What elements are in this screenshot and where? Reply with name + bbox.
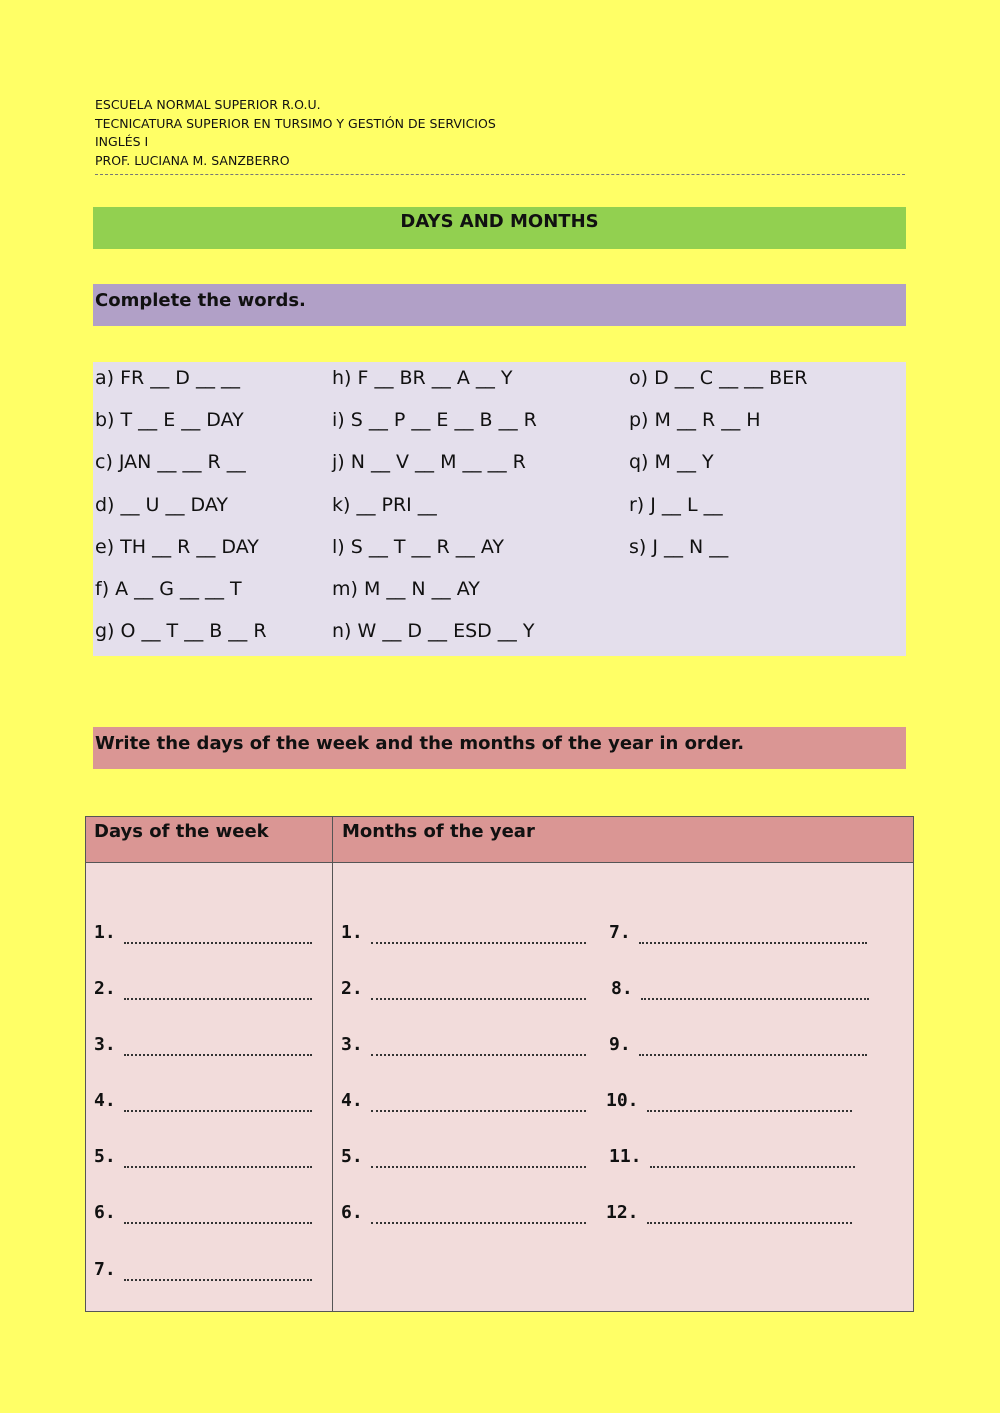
- school-header: [95, 96, 905, 175]
- line-number: 3.: [341, 1034, 363, 1055]
- header-line-program: TECNICATURA SUPERIOR EN TURSIMO Y GESTIÓN DE SERVICIOS: [95, 115, 496, 131]
- line-number: 2.: [94, 978, 116, 999]
- line-number: 8.: [611, 978, 633, 999]
- complete-words-box: [93, 362, 906, 656]
- dotted-blank[interactable]: [371, 928, 586, 944]
- word-item[interactable]: b) T __ E __ DAY: [95, 409, 244, 432]
- month-answer-line[interactable]: [341, 978, 586, 1000]
- month-answer-line[interactable]: [341, 1146, 586, 1168]
- word-item[interactable]: e) TH __ R __ DAY: [95, 535, 259, 558]
- column-divider: [332, 817, 333, 1311]
- word-item[interactable]: f) A __ G __ __ T: [95, 577, 242, 600]
- line-number: 7.: [94, 1259, 116, 1280]
- word-item[interactable]: l) S __ T __ R __ AY: [332, 535, 504, 558]
- word-item[interactable]: p) M __ R __ H: [629, 409, 761, 432]
- line-number: 1.: [341, 922, 363, 943]
- line-number: 6.: [94, 1202, 116, 1223]
- line-number: 6.: [341, 1202, 363, 1223]
- dotted-blank[interactable]: [124, 1208, 312, 1224]
- header-line-school: ESCUELA NORMAL SUPERIOR R.O.U.: [95, 97, 321, 112]
- word-item[interactable]: d) __ U __ DAY: [95, 493, 228, 516]
- word-item[interactable]: n) W __ D __ ESD __ Y: [332, 620, 535, 643]
- word-item[interactable]: h) F __ BR __ A __ Y: [332, 367, 513, 389]
- word-item[interactable]: m) M __ N __ AY: [332, 577, 480, 600]
- dotted-blank[interactable]: [371, 1208, 586, 1224]
- line-number: 7.: [609, 922, 631, 943]
- words-column-2: [332, 364, 537, 659]
- word-item[interactable]: a) FR __ D __ __: [95, 367, 241, 389]
- line-number: 1.: [94, 922, 116, 943]
- dotted-blank[interactable]: [641, 984, 869, 1000]
- month-answer-line[interactable]: [606, 1090, 852, 1112]
- line-number: 5.: [341, 1146, 363, 1167]
- task1-instruction: Complete the words.: [93, 284, 906, 326]
- month-answer-line[interactable]: [606, 1202, 852, 1224]
- word-item[interactable]: c) JAN __ __ R __: [95, 451, 246, 474]
- word-item[interactable]: q) M __ Y: [629, 451, 714, 474]
- dotted-blank[interactable]: [124, 1096, 312, 1112]
- day-answer-line[interactable]: [94, 978, 312, 1000]
- line-number: 12.: [606, 1202, 639, 1223]
- table-header: [86, 817, 913, 863]
- dotted-blank[interactable]: [371, 1040, 586, 1056]
- dotted-blank[interactable]: [124, 928, 312, 944]
- month-answer-line[interactable]: [341, 922, 586, 944]
- line-number: 5.: [94, 1146, 116, 1167]
- header-line-teacher: PROF. LUCIANA M. SANZBERRO: [95, 152, 290, 168]
- month-answer-line[interactable]: [609, 1146, 855, 1168]
- day-answer-line[interactable]: [94, 1202, 312, 1224]
- dotted-blank[interactable]: [650, 1152, 855, 1168]
- word-item[interactable]: o) D __ C __ __ BER: [629, 367, 808, 389]
- dotted-blank[interactable]: [124, 984, 312, 1000]
- months-column-header: Months of the year: [342, 821, 535, 842]
- month-answer-line[interactable]: [609, 922, 867, 944]
- days-column-header: Days of the week: [94, 821, 269, 842]
- dotted-blank[interactable]: [124, 1265, 312, 1281]
- line-number: 4.: [341, 1090, 363, 1111]
- day-answer-line[interactable]: [94, 1034, 312, 1056]
- dotted-blank[interactable]: [639, 1040, 867, 1056]
- order-table: [85, 816, 914, 1312]
- day-answer-line[interactable]: [94, 922, 312, 944]
- dotted-blank[interactable]: [647, 1208, 852, 1224]
- month-answer-line[interactable]: [609, 1034, 867, 1056]
- day-answer-line[interactable]: [94, 1090, 312, 1112]
- dotted-blank[interactable]: [371, 984, 586, 1000]
- line-number: 10.: [606, 1090, 639, 1111]
- dotted-blank[interactable]: [124, 1040, 312, 1056]
- month-answer-line[interactable]: [341, 1202, 586, 1224]
- words-column-3: [629, 364, 807, 575]
- header-line-subject: INGLÉS I: [95, 134, 149, 149]
- word-item[interactable]: g) O __ T __ B __ R: [95, 620, 267, 643]
- line-number: 2.: [341, 978, 363, 999]
- month-answer-line[interactable]: [611, 978, 869, 1000]
- dotted-blank[interactable]: [371, 1096, 586, 1112]
- word-item[interactable]: r) J __ L __: [629, 493, 723, 516]
- dotted-blank[interactable]: [371, 1152, 586, 1168]
- dotted-blank[interactable]: [124, 1152, 312, 1168]
- line-number: 4.: [94, 1090, 116, 1111]
- dotted-blank[interactable]: [639, 928, 867, 944]
- task2-instruction: Write the days of the week and the months of the year in order.: [93, 727, 906, 769]
- line-number: 11.: [609, 1146, 642, 1167]
- word-item[interactable]: j) N __ V __ M __ __ R: [332, 451, 526, 474]
- words-column-1: [95, 364, 267, 659]
- line-number: 9.: [609, 1034, 631, 1055]
- day-answer-line[interactable]: [94, 1146, 312, 1168]
- word-item[interactable]: s) J __ N __: [629, 535, 729, 558]
- day-answer-line[interactable]: [94, 1259, 312, 1281]
- word-item[interactable]: i) S __ P __ E __ B __ R: [332, 409, 537, 432]
- word-item[interactable]: k) __ PRI __: [332, 493, 437, 516]
- dotted-blank[interactable]: [647, 1096, 852, 1112]
- line-number: 3.: [94, 1034, 116, 1055]
- month-answer-line[interactable]: [341, 1090, 586, 1112]
- page-title: DAYS AND MONTHS: [93, 207, 906, 249]
- month-answer-line[interactable]: [341, 1034, 586, 1056]
